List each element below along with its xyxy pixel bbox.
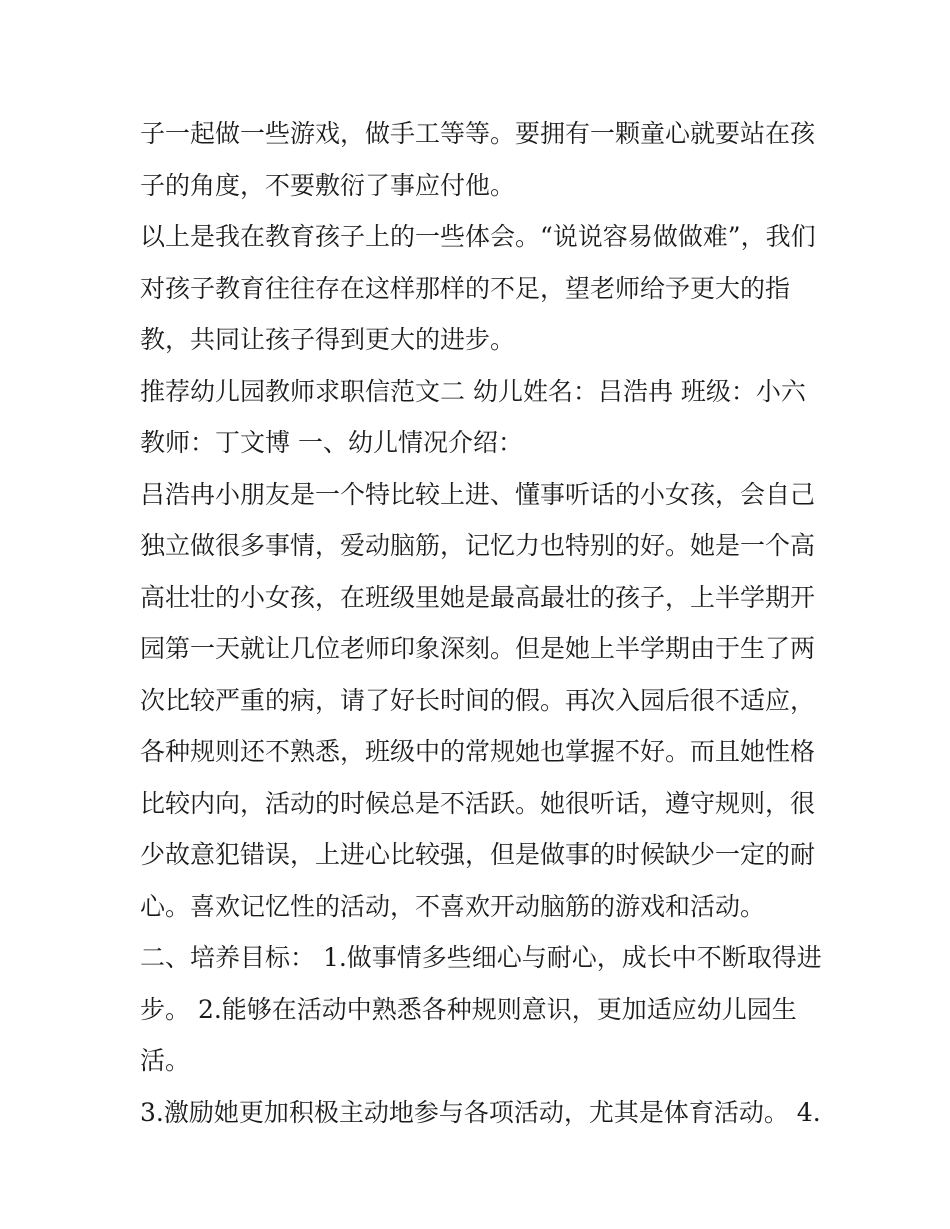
text-line: 吕浩冉小朋友是一个特比较上进、懂事听话的小女孩，会自己 [140, 479, 816, 509]
text-line: 教师：丁文博 一、幼儿情况介绍： [140, 428, 523, 457]
document-body [140, 108, 820, 1138]
text-line: 比较内向，活动的时候总是不活跃。她很听话，遵守规则，很 [140, 788, 816, 818]
text-line: 少故意犯错误，上进心比较强，但是做事的时候缺少一定的耐 [140, 840, 816, 869]
text-line: 二、培养目标： 1.做事情多些细心与耐心，成长中不断取得进 [140, 943, 822, 972]
text-line: 步。 2.能够在活动中熟悉各种规则意识，更加适应幼儿园生 [140, 994, 797, 1024]
text-line: 各种规则还不熟悉，班级中的常规她也掌握不好。而且她性格 [140, 737, 816, 766]
text-line: 园第一天就让几位老师印象深刻。但是她上半学期由于生了两 [140, 634, 816, 663]
text-line: 教，共同让孩子得到更大的进步。 [140, 325, 516, 354]
text-line: 活。 [140, 1046, 191, 1075]
text-line: 子一起做一些游戏，做手工等等。要拥有一颗童心就要站在孩 [140, 119, 816, 148]
text-line: 对孩子教育往往存在这样那样的不足，望老师给予更大的指 [140, 273, 791, 303]
text-line: 心。喜欢记忆性的活动，不喜欢开动脑筋的游戏和活动。 [140, 891, 766, 921]
text-line: 独立做很多事情，爱动脑筋，记忆力也特别的好。她是一个高 [140, 531, 816, 560]
text-line: 子的角度，不要敷衍了事应付他。 [140, 170, 516, 200]
text-line: 高壮壮的小女孩，在班级里她是最高最壮的孩子，上半学期开 [140, 582, 816, 612]
text-line: 以上是我在教育孩子上的一些体会。“说说容易做做难”，我们 [140, 222, 816, 251]
text-line: 推荐幼儿园教师求职信范文二 幼儿姓名：吕浩冉 班级：小六 [140, 376, 806, 406]
text-line: 3.激励她更加积极主动地参与各项活动，尤其是体育活动。 4. [140, 1097, 821, 1127]
text-line: 次比较严重的病，请了好长时间的假。再次入园后很不适应， [140, 685, 816, 715]
